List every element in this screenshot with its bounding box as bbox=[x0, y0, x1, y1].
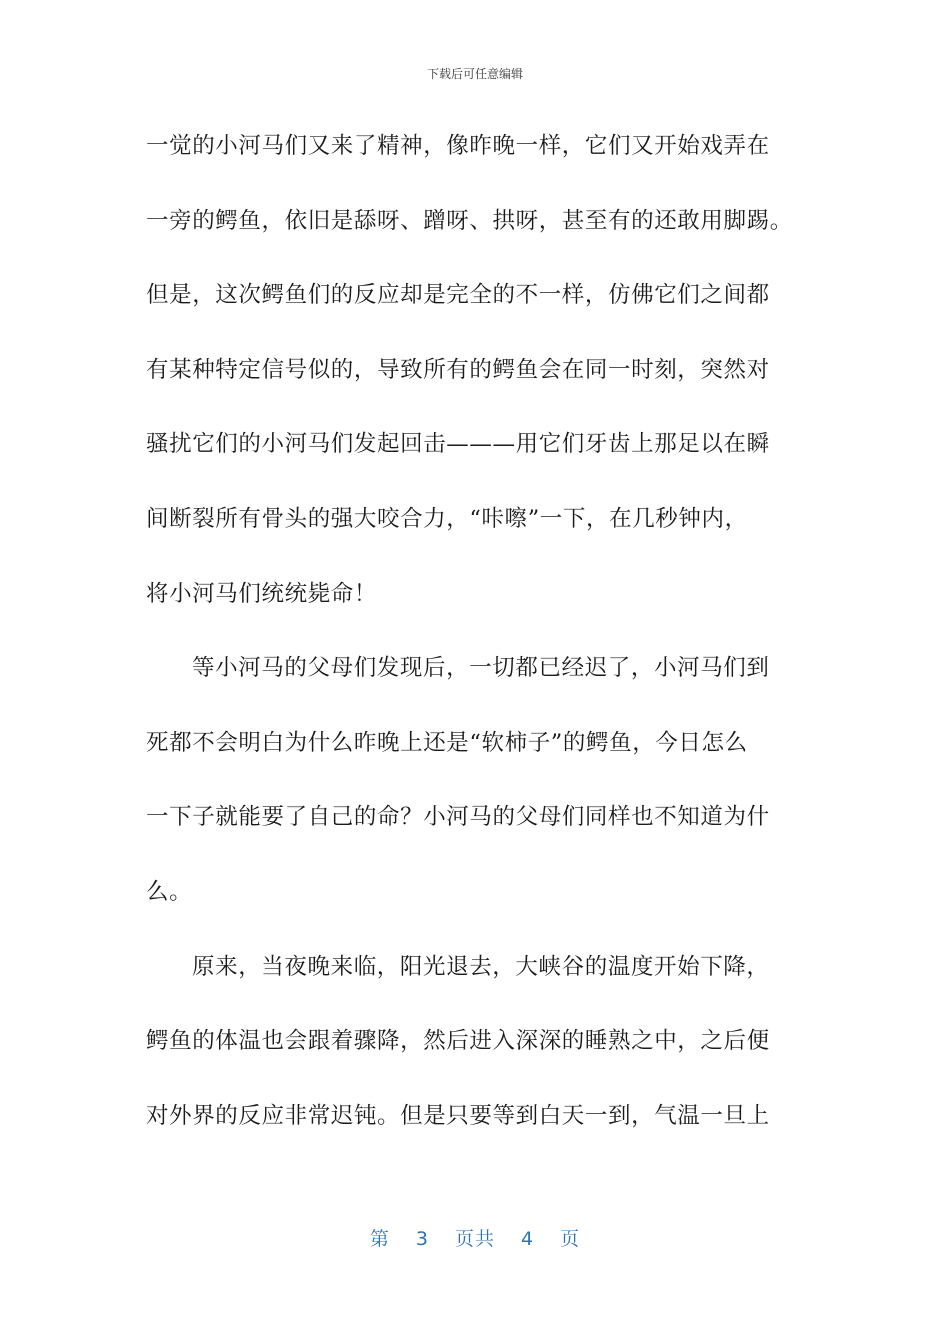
current-page-number: 3 bbox=[415, 1228, 429, 1250]
page-prefix: 第 bbox=[369, 1228, 390, 1250]
text-line: 一旁的鳄鱼，依旧是舔呀、蹭呀、拱呀，甚至有的还敢用脚踢。 bbox=[146, 207, 793, 234]
text-line: 骚扰它们的小河马们发起回击———用它们牙齿上那足以在瞬 bbox=[146, 431, 770, 458]
text-line: 间断裂所有骨头的强大咬合力，“咔嚓”一下，在几秒钟内， bbox=[146, 505, 748, 532]
text-line: 死都不会明白为什么昨晚上还是“软柿子”的鳄鱼，今日怎么 bbox=[146, 729, 748, 756]
text-line: 一下子就能要了自己的命？小河马的父母们同样也不知道为什 bbox=[146, 804, 770, 831]
page-header: 下载后可任意编辑 bbox=[426, 67, 523, 81]
page-mid: 页共 bbox=[454, 1228, 495, 1250]
paragraph-first-line: 等小河马的父母们发现后，一切都已经迟了，小河马们到 bbox=[192, 655, 770, 682]
text-line: 将小河马们统统毙命！ bbox=[146, 580, 378, 607]
text-line: 有某种特定信号似的，导致所有的鳄鱼会在同一时刻，突然对 bbox=[146, 356, 770, 383]
text-line: 鳄鱼的体温也会跟着骤降，然后进入深深的睡熟之中，之后便 bbox=[146, 1028, 770, 1055]
document-body bbox=[146, 128, 826, 1172]
total-pages-number: 4 bbox=[521, 1228, 535, 1250]
text-line: 一觉的小河马们又来了精神，像昨晚一样，它们又开始戏弄在 bbox=[146, 133, 770, 159]
paragraph-first-line: 原来，当夜晚来临，阳光退去，大峡谷的温度开始下降， bbox=[192, 953, 770, 980]
text-line: 但是，这次鳄鱼们的反应却是完全的不一样，仿佛它们之间都 bbox=[146, 282, 770, 309]
text-line: 对外界的反应非常迟钝。但是只要等到白天一到，气温一旦上 bbox=[146, 1102, 770, 1129]
text-line: 么。 bbox=[146, 878, 193, 905]
page-footer bbox=[0, 1226, 950, 1252]
page-suffix: 页 bbox=[560, 1228, 581, 1250]
